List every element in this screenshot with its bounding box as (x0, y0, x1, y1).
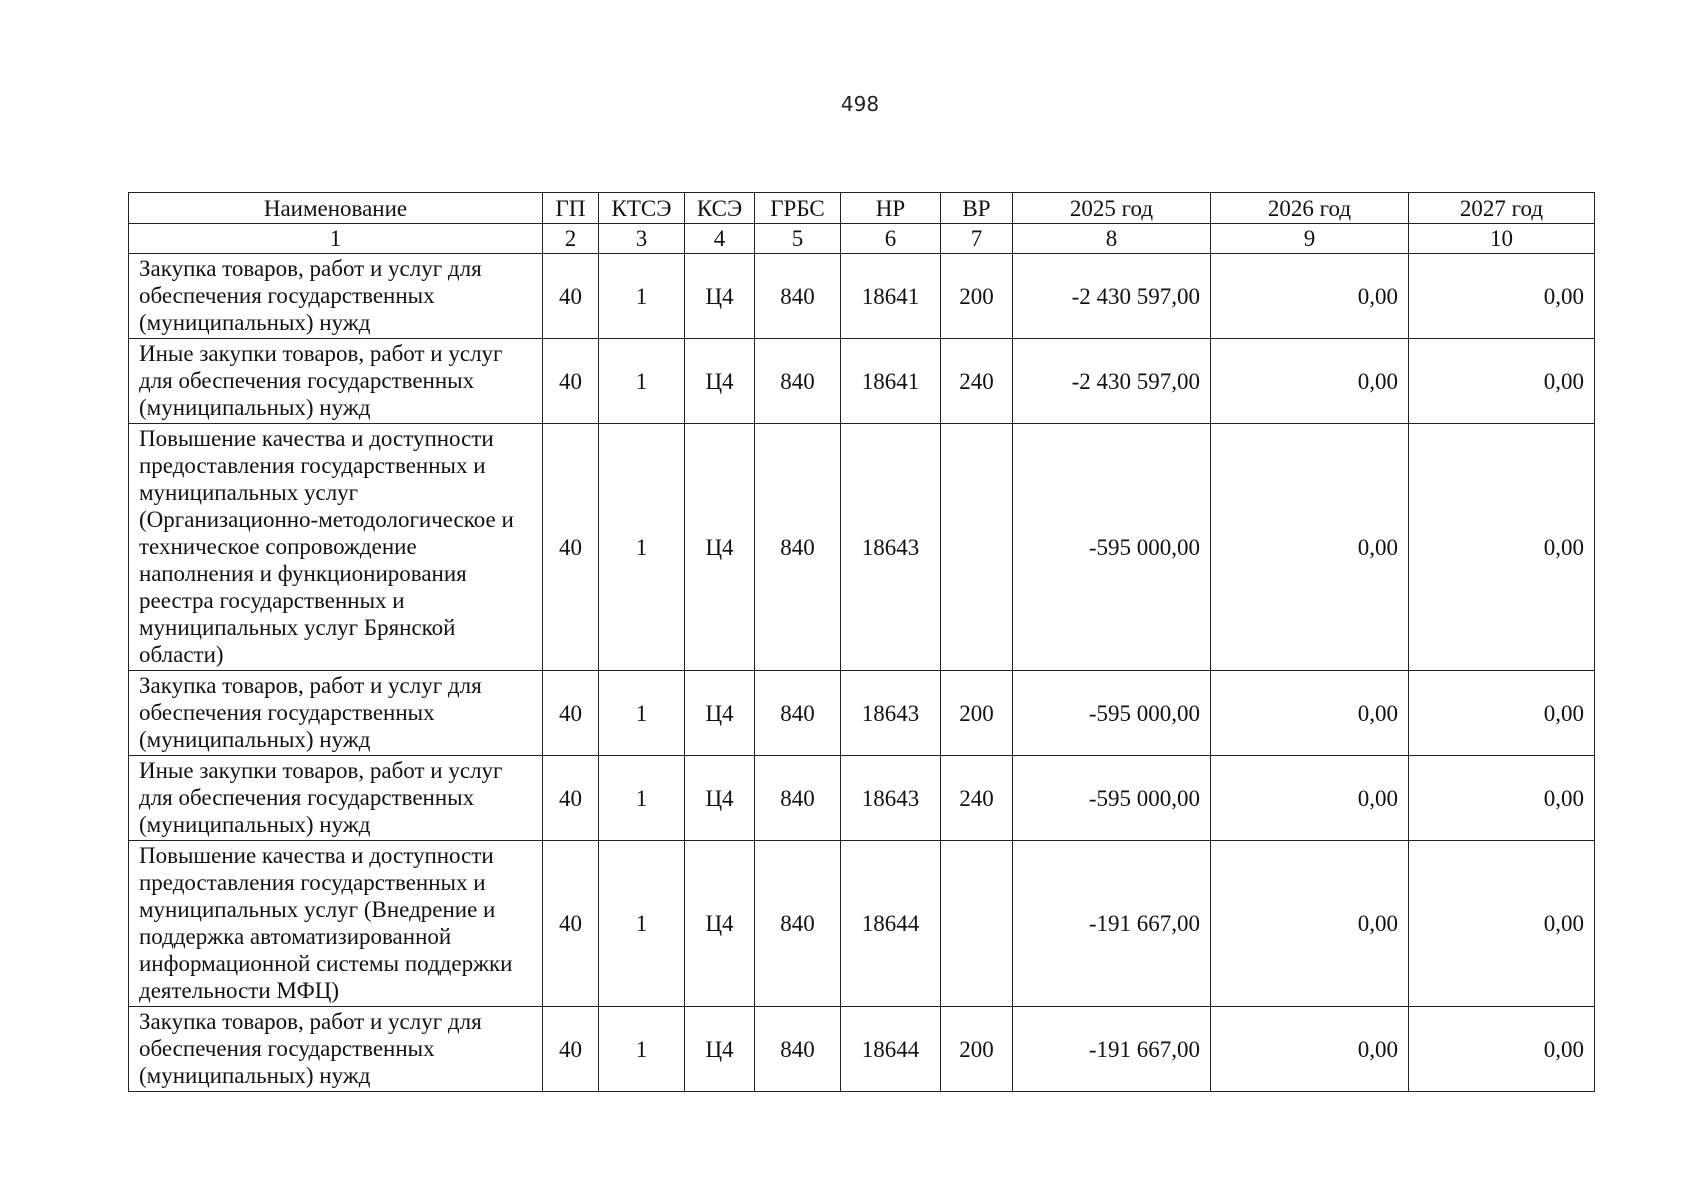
cell-gp: 40 (543, 756, 599, 841)
cell-ktse: 1 (599, 1007, 685, 1092)
table-row (129, 339, 1595, 424)
cell-vr: 200 (941, 254, 1013, 339)
page-number: 498 (840, 92, 880, 116)
cell-2027: 0,00 (1409, 254, 1595, 339)
column-number: 5 (755, 224, 841, 254)
cell-2026: 0,00 (1211, 671, 1409, 756)
column-number: 8 (1013, 224, 1211, 254)
budget-table (128, 192, 1595, 1092)
cell-gp: 40 (543, 1007, 599, 1092)
cell-grbs: 840 (755, 339, 841, 424)
cell-ktse: 1 (599, 254, 685, 339)
table-header-row (129, 193, 1595, 224)
cell-kse: Ц4 (685, 254, 755, 339)
cell-2026: 0,00 (1211, 339, 1409, 424)
cell-ktse: 1 (599, 339, 685, 424)
cell-grbs: 840 (755, 756, 841, 841)
cell-2027: 0,00 (1409, 424, 1595, 671)
cell-2025: -595 000,00 (1013, 424, 1211, 671)
cell-2025: -595 000,00 (1013, 671, 1211, 756)
cell-ktse: 1 (599, 671, 685, 756)
header-nr: НР (841, 193, 941, 224)
cell-2026: 0,00 (1211, 254, 1409, 339)
cell-vr: 200 (941, 1007, 1013, 1092)
header-ktse: КТСЭ (599, 193, 685, 224)
cell-ktse: 1 (599, 424, 685, 671)
cell-gp: 40 (543, 339, 599, 424)
column-number: 9 (1211, 224, 1409, 254)
table-row (129, 671, 1595, 756)
table-row (129, 756, 1595, 841)
cell-2026: 0,00 (1211, 841, 1409, 1007)
cell-ktse: 1 (599, 841, 685, 1007)
cell-gp: 40 (543, 424, 599, 671)
cell-gp: 40 (543, 841, 599, 1007)
cell-kse: Ц4 (685, 339, 755, 424)
cell-grbs: 840 (755, 1007, 841, 1092)
cell-2027: 0,00 (1409, 756, 1595, 841)
cell-grbs: 840 (755, 254, 841, 339)
row-name: Иные закупки товаров, работ и услуг для обеспечения государственных (муниципальных) нужд (129, 756, 543, 841)
cell-2026: 0,00 (1211, 1007, 1409, 1092)
cell-nr: 18643 (841, 424, 941, 671)
cell-grbs: 840 (755, 424, 841, 671)
cell-nr: 18641 (841, 339, 941, 424)
cell-grbs: 840 (755, 671, 841, 756)
cell-2025: -595 000,00 (1013, 756, 1211, 841)
column-number: 6 (841, 224, 941, 254)
column-number: 10 (1409, 224, 1595, 254)
table-row (129, 841, 1595, 1007)
cell-2026: 0,00 (1211, 424, 1409, 671)
row-name: Повышение качества и доступности предоставления государственных и муниципальных услуг (Внедрение и поддержка автоматизированной информационной системы поддержки деятельности МФЦ) (129, 841, 543, 1007)
cell-ktse: 1 (599, 756, 685, 841)
header-kse: КСЭ (685, 193, 755, 224)
cell-gp: 40 (543, 254, 599, 339)
row-name: Иные закупки товаров, работ и услуг для обеспечения государственных (муниципальных) нужд (129, 339, 543, 424)
row-name: Повышение качества и доступности предоставления государственных и муниципальных услуг (Организационно-методологическое и техническое сопровождение наполнения и функционирования реестра государственных и муниципальных услуг Брянской области) (129, 424, 543, 671)
header-grbs: ГРБС (755, 193, 841, 224)
column-number: 7 (941, 224, 1013, 254)
cell-nr: 18643 (841, 756, 941, 841)
column-number: 4 (685, 224, 755, 254)
cell-kse: Ц4 (685, 841, 755, 1007)
cell-2027: 0,00 (1409, 1007, 1595, 1092)
cell-vr (941, 841, 1013, 1007)
header-2025: 2025 год (1013, 193, 1211, 224)
cell-gp: 40 (543, 671, 599, 756)
row-name: Закупка товаров, работ и услуг для обеспечения государственных (муниципальных) нужд (129, 671, 543, 756)
cell-nr: 18644 (841, 1007, 941, 1092)
cell-grbs: 840 (755, 841, 841, 1007)
row-name: Закупка товаров, работ и услуг для обеспечения государственных (муниципальных) нужд (129, 254, 543, 339)
cell-2027: 0,00 (1409, 339, 1595, 424)
header-2027: 2027 год (1409, 193, 1595, 224)
column-number: 2 (543, 224, 599, 254)
cell-2025: -191 667,00 (1013, 841, 1211, 1007)
cell-kse: Ц4 (685, 671, 755, 756)
cell-kse: Ц4 (685, 1007, 755, 1092)
cell-vr: 200 (941, 671, 1013, 756)
header-gp: ГП (543, 193, 599, 224)
table-row (129, 1007, 1595, 1092)
cell-kse: Ц4 (685, 424, 755, 671)
column-number: 3 (599, 224, 685, 254)
header-name: Наименование (129, 193, 543, 224)
cell-kse: Ц4 (685, 756, 755, 841)
cell-nr: 18641 (841, 254, 941, 339)
table-row (129, 254, 1595, 339)
cell-2025: -191 667,00 (1013, 1007, 1211, 1092)
cell-vr (941, 424, 1013, 671)
row-name: Закупка товаров, работ и услуг для обеспечения государственных (муниципальных) нужд (129, 1007, 543, 1092)
cell-nr: 18644 (841, 841, 941, 1007)
cell-2025: -2 430 597,00 (1013, 339, 1211, 424)
cell-2027: 0,00 (1409, 671, 1595, 756)
header-vr: ВР (941, 193, 1013, 224)
cell-vr: 240 (941, 756, 1013, 841)
cell-nr: 18643 (841, 671, 941, 756)
cell-vr: 240 (941, 339, 1013, 424)
table-row (129, 424, 1595, 671)
cell-2026: 0,00 (1211, 756, 1409, 841)
cell-2025: -2 430 597,00 (1013, 254, 1211, 339)
cell-2027: 0,00 (1409, 841, 1595, 1007)
column-number: 1 (129, 224, 543, 254)
header-2026: 2026 год (1211, 193, 1409, 224)
column-number-row (129, 224, 1595, 254)
